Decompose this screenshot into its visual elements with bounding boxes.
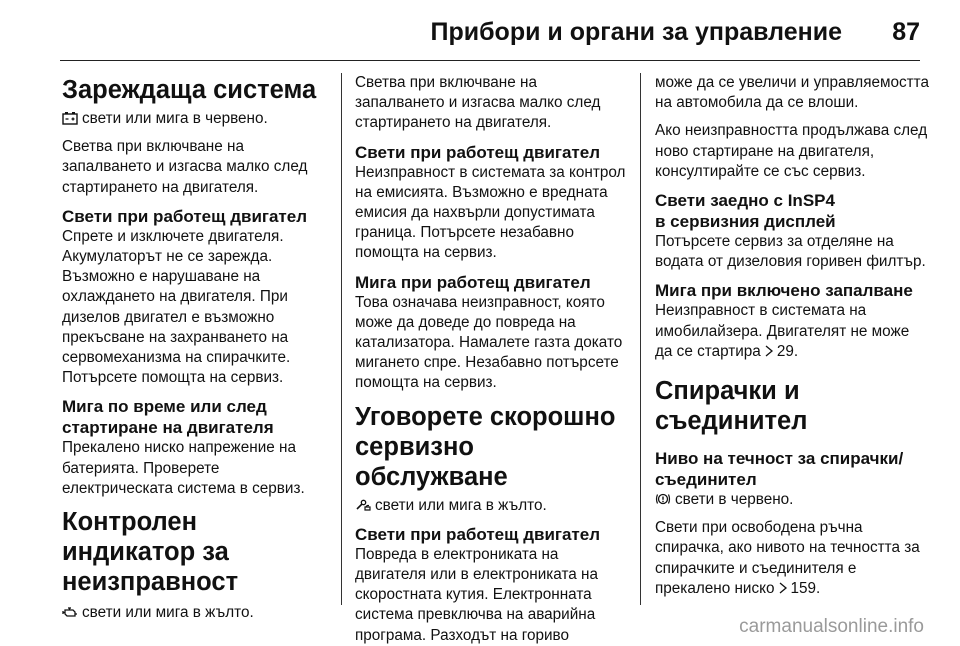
heading-flash-line-2: стартиране на двигателя	[62, 418, 274, 438]
paragraph: Светва при включване на запалването и изгасва малко след стартирането на двигателя.	[62, 138, 308, 196]
paragraph: Ако неизправността продължава след ново стартиране на двигателя, консултирайте се със сервиз.	[655, 122, 928, 180]
paragraph: Това означава неизправност, която може да доведе до повреда на катализатора. Намалете газта докато мигането спре. Незабавно потърсете помощта на сервиз.	[355, 293, 623, 392]
wrench-car-icon	[355, 498, 371, 512]
heading-lit-engine-running: Свети при работещ двигател	[355, 524, 601, 544]
heading-flash-ignition-on: Мига при включено запалване	[655, 281, 913, 301]
page-reference-icon	[764, 345, 774, 357]
charging-status-line	[62, 109, 328, 129]
heading-insp4-line-2: в сервизния дисплей	[655, 212, 836, 232]
heading-lit-engine-running: Свети при работещ двигател	[355, 142, 601, 162]
paragraph: Потърсете сервиз за отделяне на водата от дизеловия горивен филтър.	[655, 233, 926, 271]
heading-flash-line-1: Мига по време или след	[62, 397, 267, 417]
heading-insp4-line-1: Свети заедно с InSP4	[655, 191, 835, 211]
paragraph: Светва при включване на запалването и изгасва малко след стартирането на двигателя.	[355, 74, 601, 132]
charging-status-text: свети или мига в червено.	[82, 110, 268, 127]
heading-malfunction-indicator: Контролен индикатор за неизправност	[62, 508, 239, 597]
immobiliser-page-ref[interactable]: 29.	[776, 342, 799, 360]
heading-fluid-level-line-1: Ниво на течност за спирачки/	[655, 449, 904, 469]
page-title: Прибори и органи за управление	[430, 18, 842, 46]
paragraph: може да се увеличи и управляемостта на автомобила да се влоши.	[655, 74, 930, 112]
engine-icon	[62, 605, 78, 619]
column-2	[355, 73, 627, 644]
column-divider-1	[341, 73, 342, 605]
paragraph: Повреда в електрониката на двигателя или в електрониката на скоростната кутия. Електронната система превключва на аварийна програма. Разходът на гориво	[355, 545, 599, 644]
battery-icon	[62, 111, 78, 125]
heading-lit-engine-running: Свети при работещ двигател	[62, 206, 308, 226]
column-3	[655, 73, 930, 613]
malfunction-status-line	[62, 603, 328, 623]
service-status-line	[355, 496, 627, 516]
column-1	[62, 73, 328, 622]
brake-status-line	[655, 490, 930, 510]
brake-status-text: свети в червено.	[675, 491, 794, 509]
heading-charging-system: Зареждаща система	[62, 76, 317, 104]
paragraph: Прекалено ниско напрежение на батерията. Проверете електрическата система в сервиз.	[62, 439, 305, 497]
paragraph: Неизправност в системата за контрол на емисията. Възможно е вредната емисия да нахвърли допустимата граница. Потърсете незабавно помощта на сервиз.	[355, 163, 626, 262]
page-number: 87	[892, 18, 920, 46]
paragraph: Спрете и изключете двигателя. Акумулаторът не се зарежда. Възможно е нарушаване на охлаждането на двигателя. При дизелов двигател е възможно прекъсване на захранването на сервомеханизма на спирачките. Потърсете помощта на сервиз.	[62, 227, 291, 387]
brake-warning-icon	[655, 492, 671, 506]
watermark: carmanualsonline.info	[739, 616, 924, 637]
heading-fluid-level-line-2: съединител	[655, 470, 757, 490]
immobiliser-paragraph	[655, 301, 930, 362]
heading-flash-engine-running: Мига при работещ двигател	[355, 272, 591, 292]
brake-paragraph	[655, 518, 930, 599]
column-divider-2	[640, 73, 641, 605]
immobiliser-text: Неизправност в системата на имобилайзера. Двигателят не може да се стартира	[655, 302, 910, 360]
running-header	[0, 14, 960, 54]
service-status-text: свети или мига в жълто.	[375, 496, 547, 514]
header-rule	[60, 60, 920, 61]
brake-text: Свети при освободена ръчна спирачка, ако нивото на течността за спирачките и съединителя е прекалено ниско	[655, 519, 920, 597]
heading-service-soon: Уговорете скорошно сервизно обслужване	[355, 402, 616, 491]
malfunction-status-text: свети или мига в жълто.	[82, 604, 254, 622]
heading-brakes-clutch: Спирачки и съединител	[655, 377, 808, 436]
brake-page-ref[interactable]: 159.	[790, 579, 821, 597]
page-reference-icon	[778, 582, 788, 594]
